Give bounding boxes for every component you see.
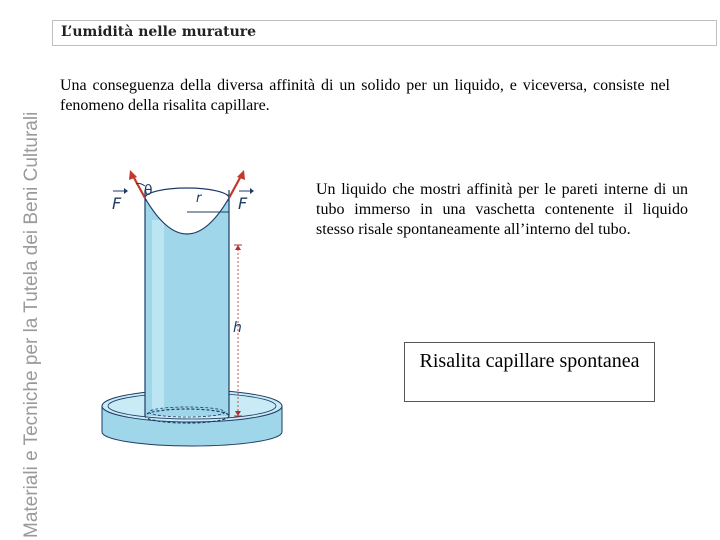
force-arrowhead-left: [129, 170, 137, 180]
caption-text: Risalita capillare spontanea: [419, 350, 640, 372]
caption-box: [404, 342, 655, 402]
tube-highlight: [152, 220, 164, 410]
height-label: h: [233, 320, 242, 336]
sidebar-title: Materiali e Tecniche per la Tutela dei Beni Culturali: [21, 111, 42, 538]
force-label-left: F: [112, 194, 122, 213]
page-title: L’umidità nelle murature: [61, 24, 257, 40]
theta-label: θ: [144, 183, 153, 199]
description-text: Un liquido che mostri affinità per le pareti interne di un tubo immerso in una vaschetta contenente il liquido stesso risale spontaneamente all’interno del tubo.: [316, 181, 688, 238]
radius-label: r: [196, 191, 202, 206]
force-label-right: F: [238, 194, 248, 213]
header: [52, 20, 717, 46]
capillary-diagram: [100, 160, 300, 450]
intro-text: Una conseguenza della diversa affinità di un solido per un liquido, e viceversa, consiste nel fenomeno della risalita capillare.: [60, 77, 670, 114]
force-arrowhead-right: [237, 170, 245, 180]
